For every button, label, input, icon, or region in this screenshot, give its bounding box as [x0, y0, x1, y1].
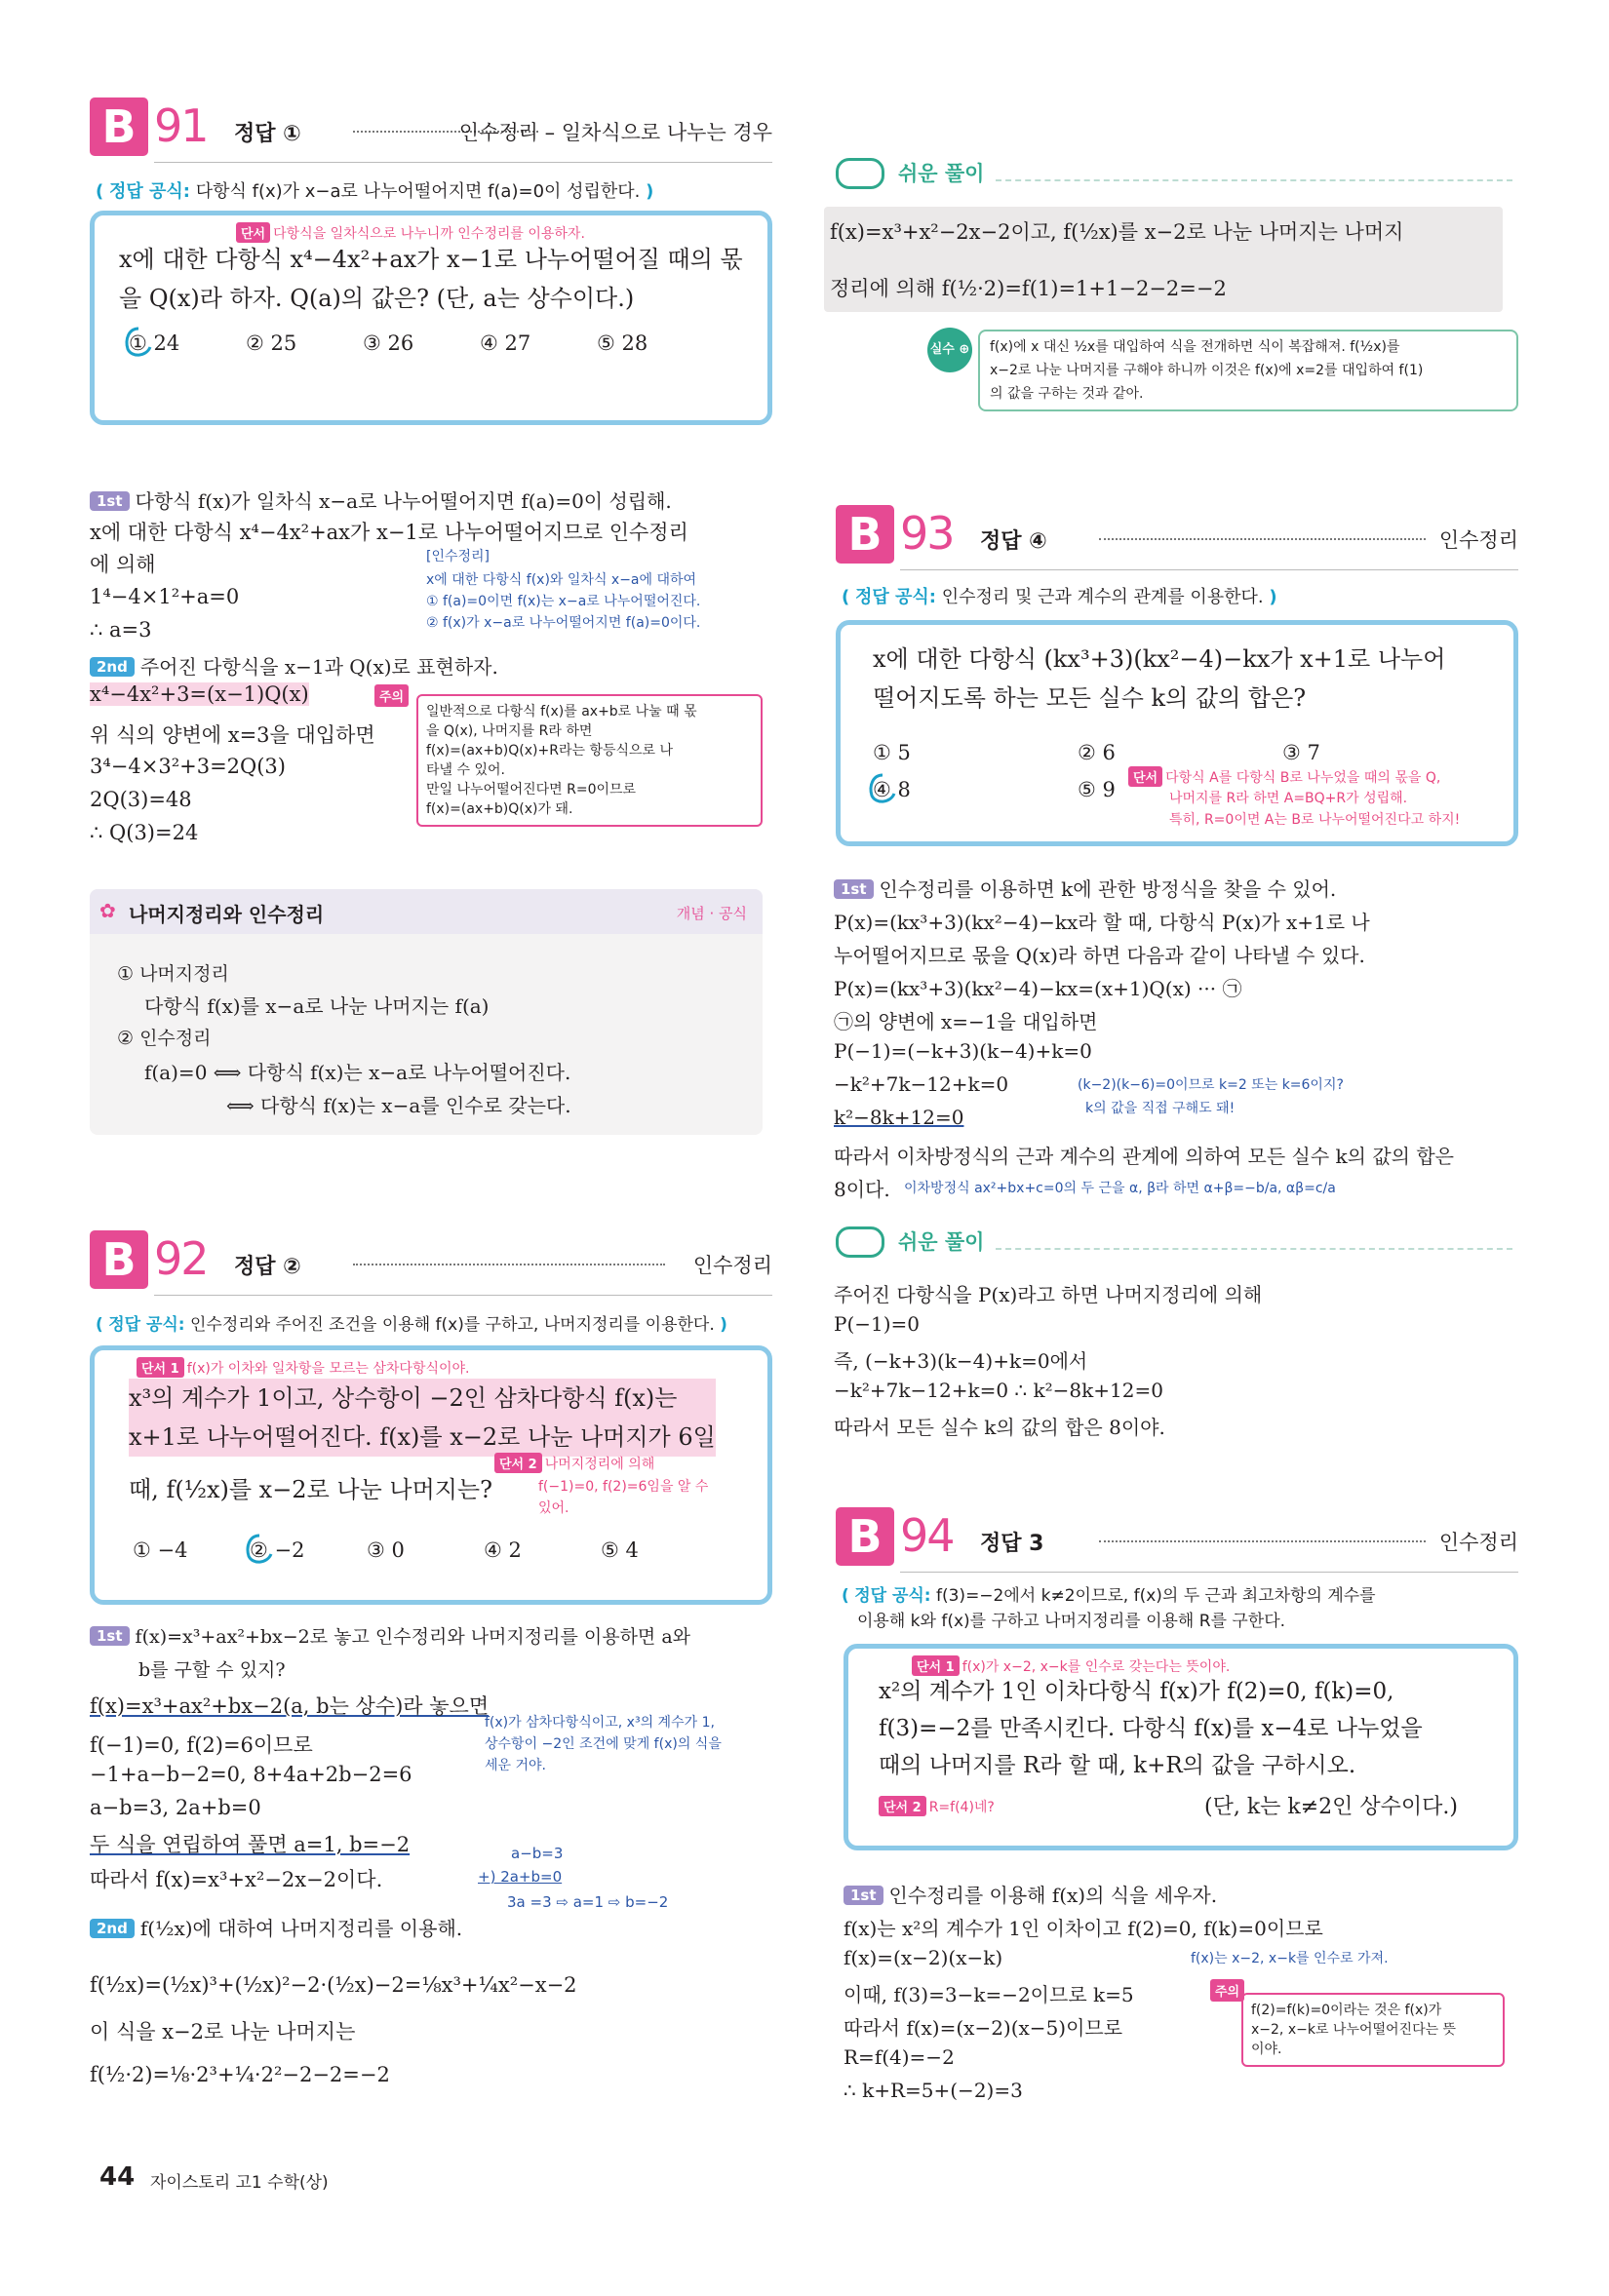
solution-line: P(−1)=0 [834, 1312, 921, 1336]
choice-4[interactable]: ④ 8 [873, 778, 911, 801]
solution-line: f(x)=x³+ax²+bx−2(a, b는 상수)라 놓으면 [90, 1694, 490, 1718]
side-note: 이차방정식 ax²+bx+c=0의 두 근을 α, β라 하면 α+β=−b/a, αβ=c/a [904, 1181, 1336, 1196]
header-rule [900, 1572, 1518, 1573]
calc-note: a−b=3 [511, 1845, 564, 1862]
solution-line: ∴ k+R=5+(−2)=3 [844, 2079, 1023, 2102]
choice-5[interactable]: ⑤ 9 [1078, 778, 1116, 801]
solution-line: 1⁴−4×1²+a=0 [90, 585, 240, 608]
hint: 단서 1 f(x)가 x−2, x−k를 인수로 갖는다는 뜻이야. [912, 1655, 1230, 1676]
problem-number: 94 [900, 1509, 954, 1562]
solution-line: P(−1)=(−k+3)(k−4)+k=0 [834, 1039, 1092, 1063]
concept-box [90, 889, 763, 1135]
b-logo: B [90, 1230, 148, 1289]
solution-line: f(x)는 x²의 계수가 1인 이차이고 f(2)=0, f(k)=0이므로 [844, 1917, 1323, 1940]
choice-1[interactable]: ① 5 [873, 741, 911, 764]
side-note: [인수정리] [426, 549, 491, 564]
step-2: 2nd f(½x)에 대하여 나머지정리를 이용해. [90, 1913, 462, 1941]
flower-icon: ✿ [99, 899, 116, 922]
easy-solution-title: 쉬운 풀이 [898, 1230, 985, 1254]
caution-box: 일반적으로 다항식 f(x)를 ax+b로 나눌 때 몫 을 Q(x), 나머지를 R라 하면 f(x)=(ax+b)Q(x)+R라는 항등식으로 나 타낼 수 있어. 만일 나누어떨어진다면 R=0이므로 f(x)=(ax+b)Q(x)가 돼. [416, 694, 763, 827]
caution-tag: 주의 [374, 684, 409, 707]
concept-line: ② 인수정리 [117, 1028, 212, 1049]
solution-line: x⁴−4x²+3=(x−1)Q(x) [90, 682, 309, 706]
hint: 단서 다항식을 일차식으로 나누니까 인수정리를 이용하자. [236, 222, 585, 243]
solution-line: 따라서 f(x)=(x−2)(x−5)이므로 [844, 2016, 1123, 2040]
hint: 나머지를 R라 하면 A=BQ+R가 성립해. [1169, 791, 1408, 806]
concept-line: 다항식 f(x)를 x−a로 나눈 나머지는 f(a) [144, 994, 490, 1018]
topic-label: 인수정리 [692, 1254, 772, 1277]
header-rule [154, 162, 772, 163]
answer-label: 정답 ④ [980, 529, 1047, 554]
hint: 단서 1 f(x)가 이차와 일차항을 모르는 삼차다항식이야. [137, 1357, 470, 1378]
choice-2[interactable]: ② 6 [1078, 741, 1116, 764]
problem-text: x³의 계수가 1이고, 상수항이 −2인 삼차다항식 f(x)는 x+1로 나누어떨어진다. f(x)를 x−2로 나눈 나머지가 6일 [129, 1379, 716, 1457]
problem-header-b93 [836, 505, 1518, 575]
problem-text: x에 대한 다항식 x⁴−4x²+ax가 x−1로 나누어떨어질 때의 몫 을 Q(x)라 하자. Q(a)의 값은? (단, a는 상수이다.) [119, 246, 743, 312]
solution-line: 정리에 의해 f(½·2)=f(1)=1+1−2−2=−2 [830, 277, 1227, 300]
solution-line: x에 대한 다항식 x⁴−4x²+ax가 x−1로 나누어떨어지므로 인수정리 [90, 521, 688, 544]
solution-line: P(x)=(kx³+3)(kx²−4)−kx라 할 때, 다항식 P(x)가 x+1로 나 [834, 911, 1370, 934]
step-2: 2nd 주어진 다항식을 x−1과 Q(x)로 표현하자. [90, 651, 498, 680]
solution-line: f(½·2)=⅛·2³+¼·2²−2−2=−2 [90, 2063, 390, 2086]
solution-line: a−b=3, 2a+b=0 [90, 1796, 261, 1819]
dot-leader [1099, 538, 1426, 540]
solution-line: ㉠의 양변에 x=−1을 대입하면 [834, 1010, 1098, 1033]
problem-number: 91 [154, 99, 208, 152]
side-note: k의 값을 직접 구해도 돼! [1085, 1101, 1236, 1116]
problem-number: 93 [900, 507, 954, 560]
tip-box: f(x)에 x 대신 ½x를 대입하여 식을 전개하면 식이 복잡해져. f(½x)를 x−2로 나눈 나머지를 구해야 하니까 이것은 f(x)에 x=2를 대입하여 f(1) 의 값을 구하는 것과 같아. [978, 330, 1518, 411]
side-note: ② f(x)가 x−a로 나누어떨어지면 f(a)=0이다. [426, 615, 701, 631]
solution-line: f(x)=(x−2)(x−k) [844, 1946, 1003, 1969]
solution-line: 두 식을 연립하여 풀면 a=1, b=−2 [90, 1833, 411, 1856]
solution-line: 주어진 다항식을 P(x)라고 하면 나머지정리에 의해 [834, 1283, 1263, 1306]
topic-label: 인수정리 [1438, 1531, 1518, 1554]
hint: 있어. [538, 1500, 569, 1516]
book-title: 자이스토리 고1 수학(상) [150, 2173, 329, 2193]
problem-header-b91 [90, 97, 772, 168]
solution-line: P(x)=(kx³+3)(kx²−4)−kx=(x+1)Q(x) ··· ㉠ [834, 977, 1242, 1000]
answer-check-icon [123, 326, 154, 359]
problem-header-b92 [90, 1230, 772, 1301]
header-rule [900, 569, 1518, 570]
choice-4[interactable]: ④ 27 [480, 331, 531, 355]
problem-number: 92 [154, 1232, 208, 1285]
solution-line: 누어떨어지므로 몫을 Q(x)라 하면 다음과 같이 나타낼 수 있다. [834, 944, 1365, 967]
side-note: 상수항이 −2인 조건에 맞게 f(x)의 식을 [485, 1736, 722, 1752]
page-number: 44 [99, 2162, 136, 2192]
step-1: 1st 다항식 f(x)가 일차식 x−a로 나누어떨어지면 f(a)=0이 성립해. [90, 486, 672, 514]
choice-5[interactable]: ⑤ 28 [597, 331, 648, 355]
wavy-rule [996, 174, 1512, 181]
solution-line: 따라서 f(x)=x³+x²−2x−2이다. [90, 1868, 383, 1891]
solution-line: −k²+7k−12+k=0 [834, 1072, 1009, 1096]
solution-line: 이 식을 x−2로 나눈 나머지는 [90, 2020, 356, 2043]
dot-leader [353, 1264, 665, 1265]
concept-title: 나머지정리와 인수정리 [129, 903, 325, 926]
step-1: 1st f(x)=x³+ax²+bx−2로 놓고 인수정리와 나머지정리를 이용하면 a와 [90, 1622, 690, 1649]
choice-3[interactable]: ③ 0 [367, 1538, 405, 1562]
dot-leader [1099, 1540, 1426, 1542]
solution-line: 따라서 이차방정식의 근과 계수의 관계에 의하여 모든 실수 k의 값의 합은 [834, 1145, 1454, 1168]
hint: 단서 다항식 A를 다항식 B로 나누었을 때의 몫을 Q, [1128, 766, 1440, 787]
header-rule [154, 1295, 772, 1296]
answer-formula: ( 정답 공식: 인수정리와 주어진 조건을 이용해 f(x)를 구하고, 나머지정리를 이용한다. ) [96, 1315, 727, 1335]
problem-header-b94 [836, 1507, 1518, 1577]
solution-line: 즉, (−k+3)(k−4)+k=0에서 [834, 1349, 1088, 1373]
concept-line: f(a)=0 ⟺ 다항식 f(x)는 x−a로 나누어떨어진다. [144, 1061, 571, 1084]
solution-line: −k²+7k−12+k=0 ∴ k²−8k+12=0 [834, 1379, 1163, 1402]
choices [133, 1538, 757, 1577]
answer-label: 정답 3 [980, 1532, 1044, 1556]
mistake-badge-icon: 실수 ⊕ [927, 328, 972, 372]
easy-solution-title: 쉬운 풀이 [898, 162, 985, 185]
calc-note: 3a =3 ⇨ a=1 ⇨ b=−2 [507, 1893, 669, 1911]
choice-5[interactable]: ⑤ 4 [601, 1538, 639, 1562]
choice-4[interactable]: ④ 2 [484, 1538, 522, 1562]
choice-3[interactable]: ③ 26 [363, 331, 414, 355]
topic-label: 인수정리 – 일차식으로 나누는 경우 [458, 121, 772, 144]
answer-formula: ( 정답 공식: f(3)=−2에서 k≠2이므로, f(x)의 두 근과 최고차항의 계수를 이용해 k와 f(x)를 구하고 나머지정리를 이용해 R를 구한다. [842, 1586, 1376, 1631]
answer-label: 정답 ① [234, 122, 301, 146]
answer-check-icon [244, 1533, 275, 1566]
solution-line: f(½x)=(½x)³+(½x)²−2·(½x)−2=⅛x³+¼x²−x−2 [90, 1973, 577, 1997]
hint: 단서 2 R=f(4)네? [879, 1796, 995, 1816]
solution-line: f(−1)=0, f(2)=6이므로 [90, 1733, 313, 1757]
choices [129, 331, 753, 370]
concept-line: ① 나머지정리 [117, 963, 229, 985]
step-1: 1st 인수정리를 이용하면 k에 관한 방정식을 찾을 수 있어. [834, 874, 1336, 902]
problem-text: x²의 계수가 1인 이차다항식 f(x)가 f(2)=0, f(k)=0, f(3)=−2를 만족시킨다. 다항식 f(x)를 x−4로 나누었을 때의 나머지를 R라 할 때, k+R의 값을 구하시오. [879, 1679, 1423, 1778]
solution-line: −1+a−b−2=0, 8+4a+2b−2=6 [90, 1763, 412, 1786]
step-1: 1st 인수정리를 이용해 f(x)의 식을 세우자. [844, 1880, 1217, 1908]
solution-line: 이때, f(3)=3−k=−2이므로 k=5 [844, 1983, 1134, 2006]
side-note: f(x)는 x−2, x−k를 인수로 가져. [1191, 1951, 1389, 1966]
problem-text: x에 대한 다항식 (kx³+3)(kx²−4)−kx가 x+1로 나누어 떨어지도록 하는 모든 실수 k의 값의 합은? [873, 645, 1446, 712]
solution-line: k²−8k+12=0 [834, 1106, 964, 1129]
hint: f(−1)=0, f(2)=6임을 알 수 [538, 1479, 709, 1495]
calc-note: +) 2a+b=0 [478, 1868, 563, 1886]
solution-line: ∴ a=3 [90, 618, 152, 642]
solution-line: 8이다. [834, 1178, 890, 1201]
b-logo: B [836, 505, 894, 564]
solution-line: ∴ Q(3)=24 [90, 821, 199, 844]
solution-line: R=f(4)=−2 [844, 2045, 955, 2069]
side-note: (k−2)(k−6)=0이므로 k=2 또는 k=6이지? [1078, 1077, 1344, 1093]
hint: 단서 2 나머지정리에 의해 [494, 1453, 654, 1473]
problem-condition: (단, k는 k≠2인 상수이다.) [1204, 1795, 1458, 1819]
solution-line: 2Q(3)=48 [90, 788, 192, 811]
problem-text: 때, f(½x)를 x−2로 나눈 나머지는? [129, 1476, 492, 1503]
hint: 특히, R=0이면 A는 B로 나누어떨어진다고 하지! [1169, 812, 1461, 828]
choice-1[interactable]: ① 24 [129, 331, 180, 355]
glasses-icon [836, 1226, 884, 1258]
choice-1[interactable]: ① −4 [133, 1538, 188, 1562]
concept-badge: 개념 · 공식 [676, 905, 747, 922]
caution-tag: 주의 [1210, 1979, 1244, 2002]
answer-formula: ( 정답 공식: 다항식 f(x)가 x−a로 나누어떨어지면 f(a)=0이 성립한다. ) [96, 181, 654, 202]
step-1-cont: b를 구할 수 있지? [138, 1659, 286, 1681]
side-note: 세운 거야. [485, 1758, 546, 1773]
answer-formula: ( 정답 공식: 인수정리 및 근과 계수의 관계를 이용한다. ) [842, 587, 1277, 607]
side-note: f(x)가 삼차다항식이고, x³의 계수가 1, [485, 1715, 715, 1731]
b-logo: B [90, 97, 148, 156]
solution-line: f(x)=x³+x²−2x−2이고, f(½x)를 x−2로 나눈 나머지는 나머지 [830, 220, 1404, 244]
solution-line: 3⁴−4×3²+3=2Q(3) [90, 755, 286, 778]
glasses-icon [836, 158, 884, 189]
b-logo: B [836, 1507, 894, 1566]
side-note: ① f(a)=0이면 f(x)는 x−a로 나누어떨어진다. [426, 594, 701, 609]
solution-line: 에 의해 [90, 553, 156, 576]
solution-line: 위 식의 양변에 x=3을 대입하면 [90, 723, 375, 747]
answer-label: 정답 ② [234, 1255, 301, 1279]
concept-line: ⟺ 다항식 f(x)는 x−a를 인수로 갖는다. [226, 1094, 571, 1117]
caution-box: f(2)=f(k)=0이라는 것은 f(x)가 x−2, x−k로 나누어떨어진다는 뜻 이야. [1241, 1993, 1505, 2067]
side-note: x에 대한 다항식 f(x)와 일차식 x−a에 대하여 [426, 572, 697, 588]
choice-2[interactable]: ② 25 [246, 331, 297, 355]
wavy-rule [996, 1242, 1512, 1250]
solution-line: 따라서 모든 실수 k의 값의 합은 8이야. [834, 1416, 1165, 1439]
choice-3[interactable]: ③ 7 [1282, 741, 1320, 764]
choice-2[interactable]: ② −2 [250, 1538, 305, 1562]
topic-label: 인수정리 [1438, 528, 1518, 552]
answer-check-icon [867, 772, 898, 805]
